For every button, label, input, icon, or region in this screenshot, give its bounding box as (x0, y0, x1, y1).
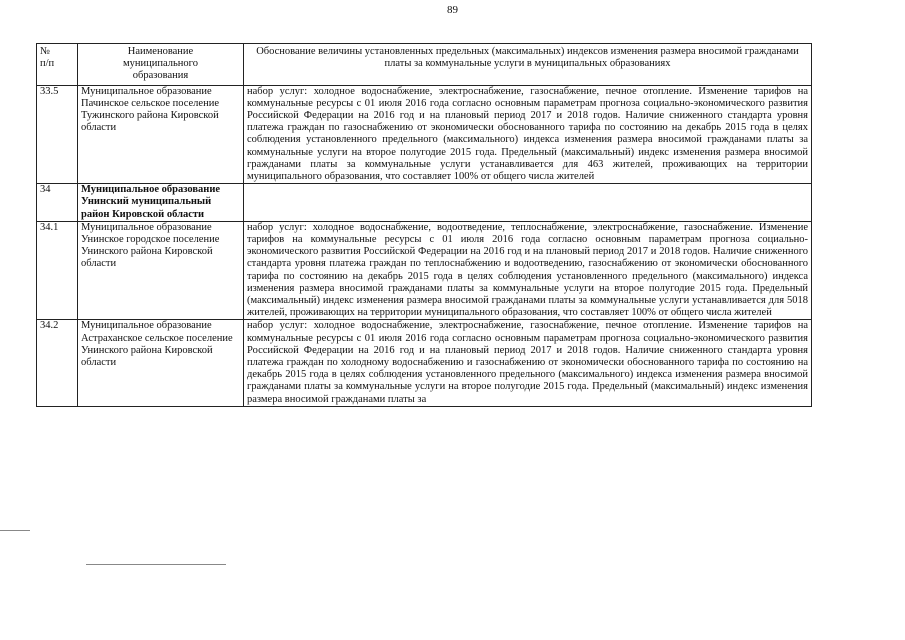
page-number: 89 (447, 4, 458, 16)
municipality-name: Муниципальное образование Астраханское сельское поселение Унинского района Кировской области (78, 320, 244, 406)
table-row (37, 85, 812, 184)
row-number: 33.5 (37, 85, 78, 184)
document-table (36, 43, 812, 407)
municipality-name: Муниципальное образование Пачинское сельское поселение Тужинского района Кировской области (78, 85, 244, 184)
row-number: 34.2 (37, 320, 78, 406)
table-header-row (37, 44, 812, 86)
header-num: № п/п (37, 44, 78, 86)
row-number: 34 (37, 184, 78, 222)
table-row (37, 184, 812, 222)
header-name: Наименование муниципального образования (78, 44, 244, 86)
header-reason: Обоснование величины установленных предельных (максимальных) индексов изменения размера вносимой гражданами платы за коммунальные услуги в муниципальных образованиях (244, 44, 812, 86)
table-row (37, 320, 812, 406)
municipality-name: Муниципальное образование Унинское городское поселение Унинского района Кировской области (78, 221, 244, 320)
scan-artifact (0, 530, 30, 531)
municipality-name: Муниципальное образование Унинский муниципальный район Кировской области (78, 184, 244, 222)
table-row (37, 221, 812, 320)
scan-artifact (86, 564, 226, 565)
justification-text: набор услуг: холодное водоснабжение, водоотведение, теплоснабжение, электроснабжение, газоснабжение. Изменение тарифов на коммунальные ресурсы с 01 июля 2016 года согласно основным параметрам прогноза социально-экономического развития Российской Федерации на 2016 год и на плановый период 2017 и 2018 годов. Наличие сниженного стандарта уровня платежа граждан по теплоснабжению и водоотведению, газоснабжению от экономически обоснованного тарифа по состоянию на декабрь 2015 года в целях соблюдения установленного предельного (максимального) индекса изменения размера вносимой гражданами платы за коммунальные услуги на второе полугодие 2015 года. Предельный (максимальный) индекс изменения размера вносимой гражданами платы за коммунальные услуги устанавливается для 5018 жителей, проживающих на территории муниципального образования, что составляет 100% от общего числа жителей (244, 221, 812, 320)
justification-text: набор услуг: холодное водоснабжение, электроснабжение, газоснабжение, печное отопление. Изменение тарифов на коммунальные ресурсы с 01 июля 2016 года согласно основным параметрам прогноза социально-экономического развития Российской Федерации на 2016 год и на плановый период 2017 и 2018 годов. Наличие сниженного стандарта уровня платежа граждан по холодному водоснабжению и газоснабжению от экономически обоснованного тарифа по состоянию на декабрь 2015 года в целях соблюдения установленного предельного (максимального) индекса изменения размера вносимой гражданами платы за коммунальные услуги на второе полугодие 2015 года. Предельный (максимальный) индекс изменения размера вносимой гражданами платы за (244, 320, 812, 406)
justification-text (244, 184, 812, 222)
justification-text: набор услуг: холодное водоснабжение, электроснабжение, газоснабжение, печное отопление. Изменение тарифов на коммунальные ресурсы с 01 июля 2016 года согласно основным параметрам прогноза социально-экономического развития Российской Федерации на 2016 год и на плановый период 2017 и 2018 годов. Наличие сниженного стандарта уровня платежа граждан по газоснабжению от экономически обоснованного тарифа по состоянию на декабрь 2015 года в целях соблюдения установленного предельного (максимального) индекса изменения размера вносимой гражданами платы за коммунальные услуги на второе полугодие 2015 года. Предельный (максимальный) индекс изменения размера вносимой гражданами платы за коммунальные услуги устанавливается для 463 жителей, проживающих на территории муниципального образования, что составляет 100% от общего числа жителей (244, 85, 812, 184)
row-number: 34.1 (37, 221, 78, 320)
